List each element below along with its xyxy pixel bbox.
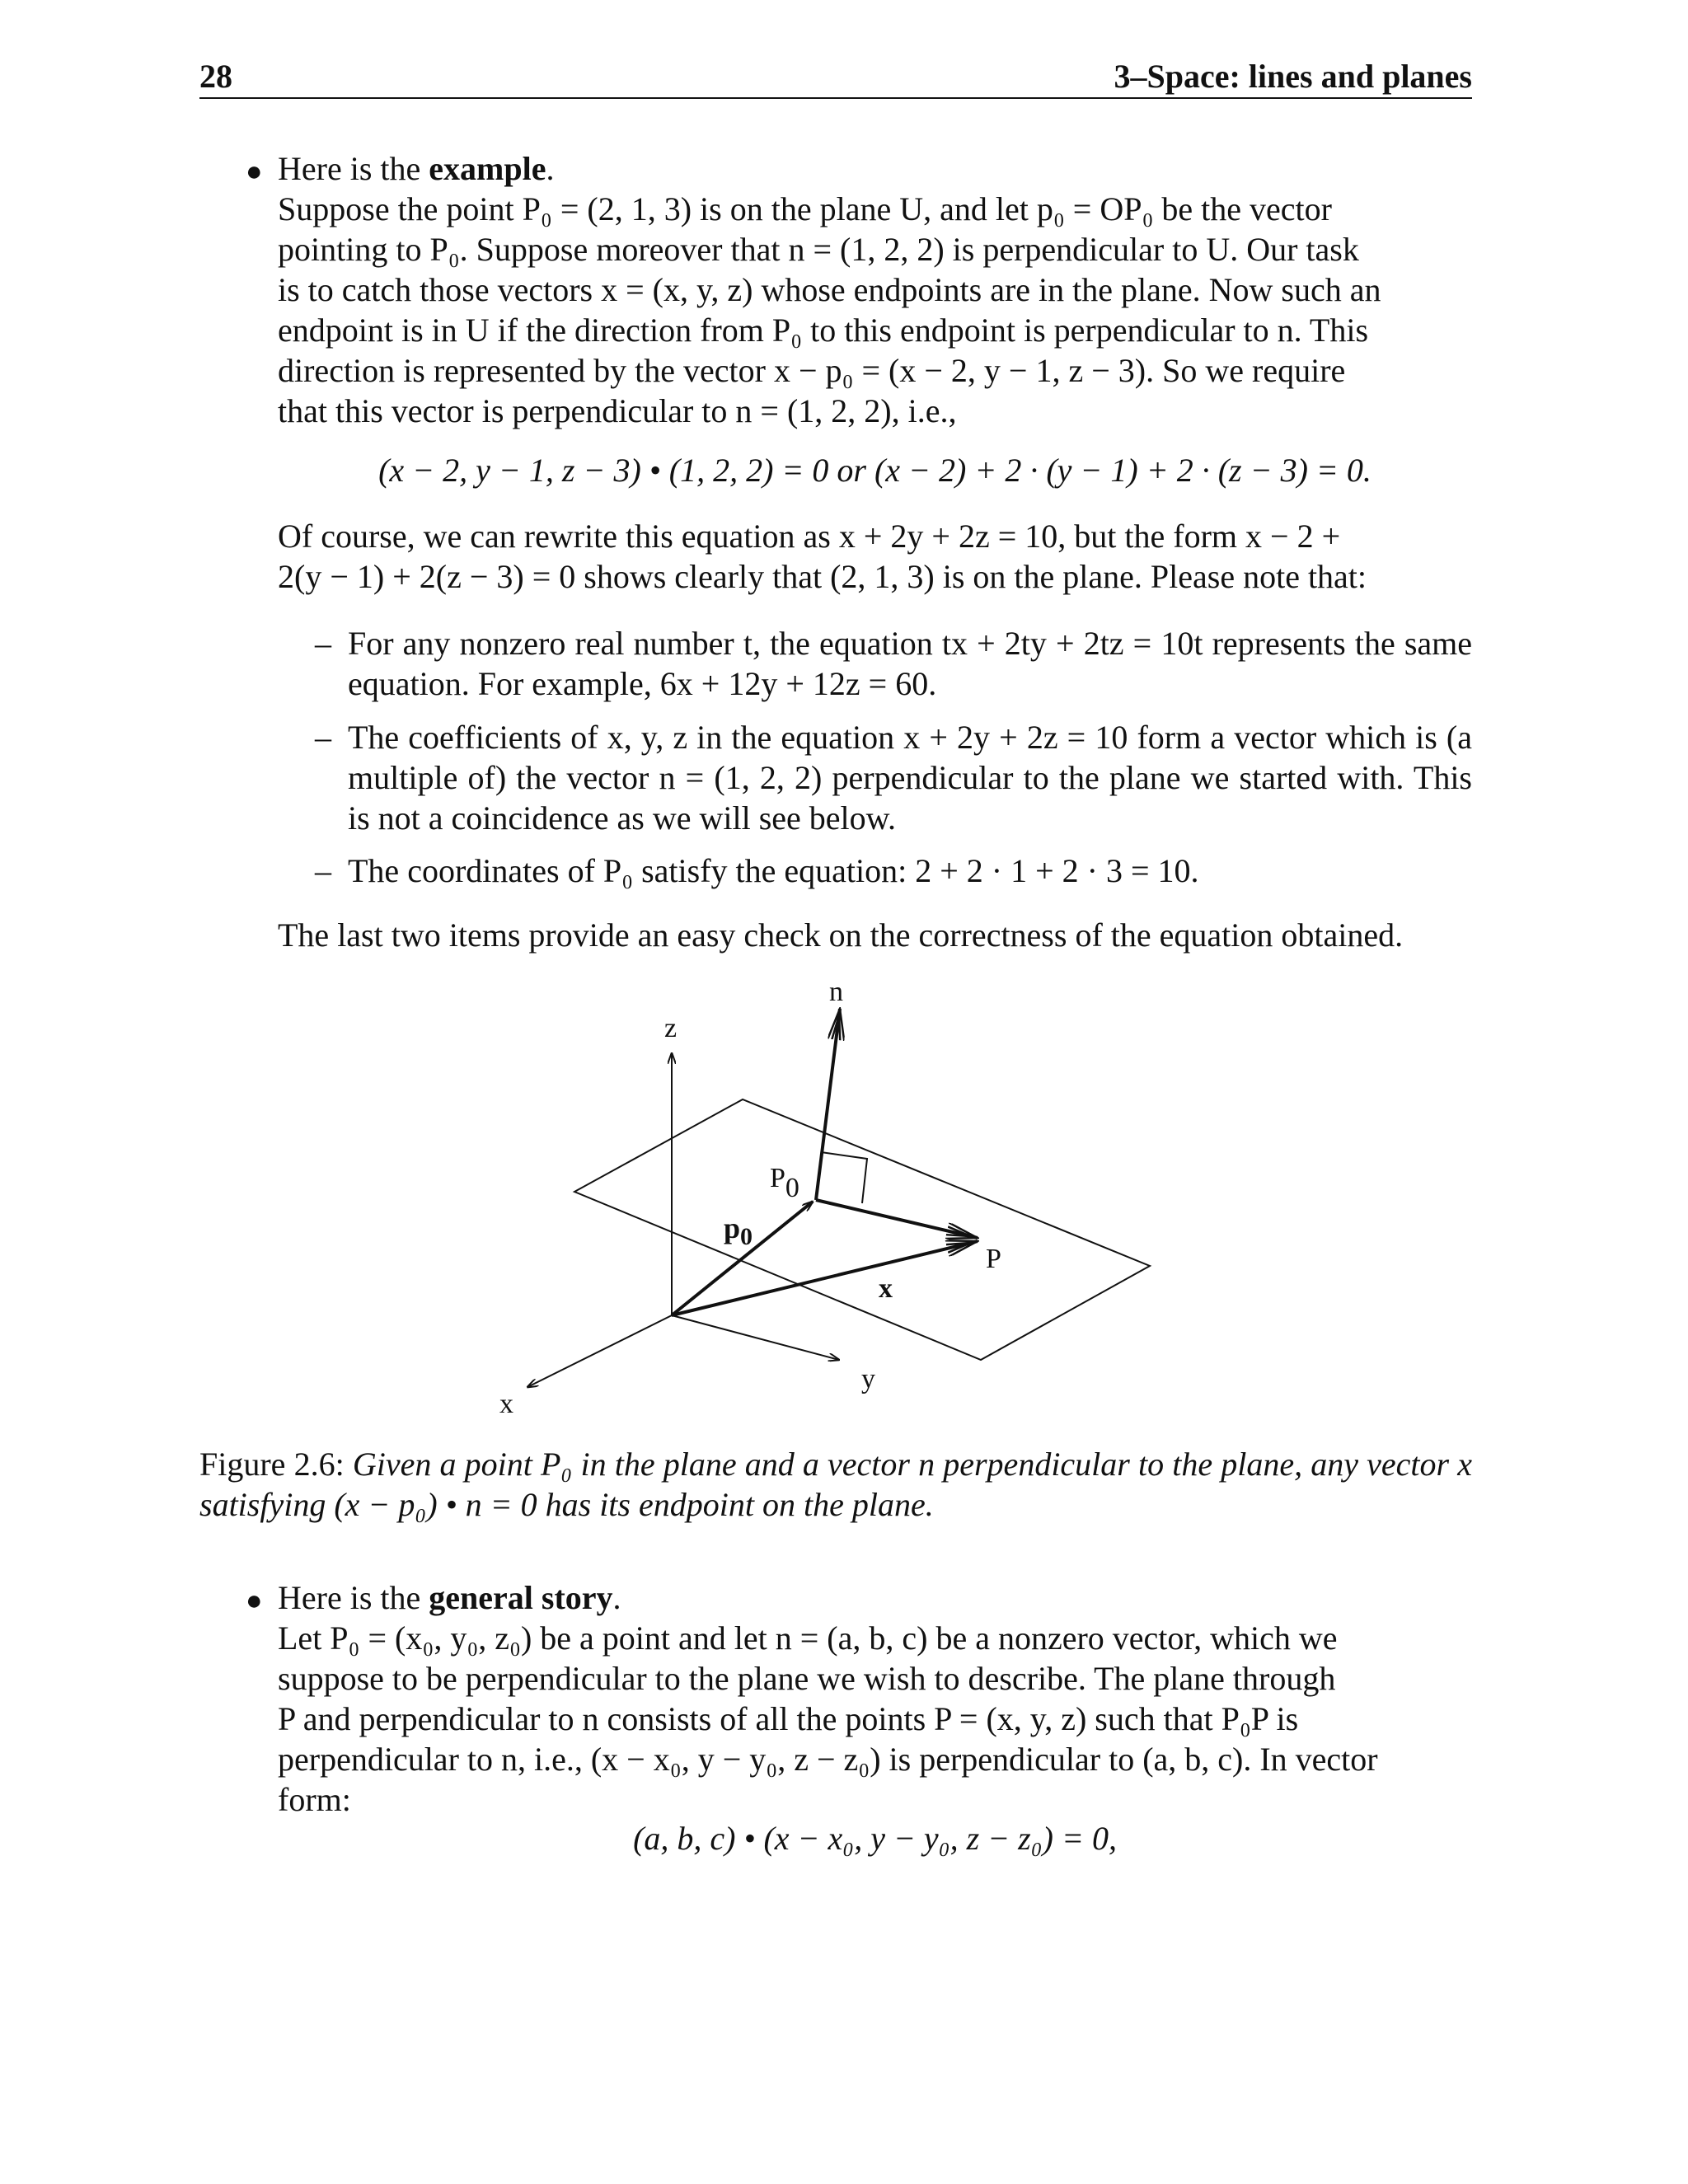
label-x-vec: x	[879, 1273, 893, 1304]
bullet-marker: ●	[246, 157, 263, 187]
general-line: Let P₀ = (x₀, y₀, z₀) be a point and let n = (a, b, c) be a nonzero vector, which we	[278, 1619, 1338, 1657]
label-p0: $p_0$	[724, 1212, 753, 1250]
closing-line: The last two items provide an easy check on the correctness of the equation obtained.	[278, 916, 1404, 954]
general-line: perpendicular to n, i.e., (x − x₀, y − y₀, z − z₀) is perpendicular to (a, b, c). In vector	[278, 1741, 1378, 1778]
general-line: form:	[278, 1781, 351, 1818]
example-line: Suppose the point P₀ = (2, 1, 3) is on the plane U, and let p₀ = OP₀ be the vector	[278, 190, 1332, 227]
right-angle-mark	[821, 1152, 867, 1203]
example-bold: example	[429, 150, 546, 187]
general-intro: Here is the general story.	[278, 1579, 621, 1616]
example-line: that this vector is perpendicular to n = (1, 2, 2), i.e.,	[278, 392, 957, 429]
label-z: z	[664, 1013, 678, 1043]
label-x-axis: x	[499, 1389, 513, 1419]
normal-vector	[816, 1009, 840, 1200]
dash-marker: –	[315, 852, 331, 889]
general-line: suppose to be perpendicular to the plane we wish to describe. The plane through	[278, 1660, 1336, 1697]
note-item: The coordinates of P₀ satisfy the equation: 2 + 2 · 1 + 2 · 3 = 10.	[348, 852, 1199, 889]
y-axis	[672, 1315, 839, 1360]
note-item: For any nonzero real number t, the equation tx + 2ty + 2tz = 10t represents the same equation. For example, 6x + 12y + 12z = 60.	[348, 625, 1472, 702]
page-number: 28	[199, 58, 232, 95]
p0-to-p-vector	[816, 1200, 978, 1238]
caption-label: Figure 2.6:	[199, 1446, 345, 1483]
figure-caption	[199, 1444, 1472, 1525]
label-n: n	[829, 977, 843, 1007]
dash-marker: –	[315, 719, 331, 756]
general-equation: (a, b, c) • (x − x₀, y − y₀, z − z₀) = 0,	[633, 1820, 1117, 1857]
example-line: pointing to P₀. Suppose moreover that n = (1, 2, 2) is perpendicular to U. Our task	[278, 231, 1359, 268]
example-line: is to catch those vectors x = (x, y, z) whose endpoints are in the plane. Now such an	[278, 271, 1381, 308]
general-paragraph	[278, 1577, 1472, 1820]
general-bold: general story	[429, 1579, 613, 1616]
dash-marker: –	[315, 625, 331, 662]
example-line: endpoint is in U if the direction from P₀ to this endpoint is perpendicular to n. This	[278, 312, 1369, 349]
label-y: y	[861, 1364, 875, 1394]
after-line: Of course, we can rewrite this equation as x + 2y + 2z = 10, but the form x − 2 +	[278, 518, 1341, 555]
x-axis	[528, 1315, 672, 1387]
bullet-marker: ●	[246, 1586, 263, 1616]
label-P: P	[986, 1244, 1001, 1274]
example-intro: Here is the example.	[278, 150, 555, 187]
note-item: The coefficients of x, y, z in the equation x + 2y + 2z = 10 form a vector which is (a multiple of) the vector n = (1, 2, 2) perpendicular to the plane we started with. This is not a coincidence as we will see below.	[348, 719, 1472, 837]
caption-text: Given a point P₀ in the plane and a vector n perpendicular to the plane, any vector x satisfying (x − p₀) • n = 0 has its endpoint on the plane.	[199, 1446, 1472, 1523]
general-line: P and perpendicular to n consists of all the points P = (x, y, z) such that P₀P is	[278, 1700, 1299, 1737]
after-line: 2(y − 1) + 2(z − 3) = 0 shows clearly that (2, 1, 3) is on the plane. Please note that:	[278, 558, 1367, 595]
label-P0: P0	[770, 1163, 799, 1203]
example-equation: (x − 2, y − 1, z − 3) • (1, 2, 2) = 0 or (x − 2) + 2 · (y − 1) + 2 · (z − 3) = 0.	[378, 452, 1372, 489]
example-line: direction is represented by the vector x − p₀ = (x − 2, y − 1, z − 3). So we require	[278, 352, 1346, 389]
running-title: 3–Space: lines and planes	[1114, 58, 1472, 95]
